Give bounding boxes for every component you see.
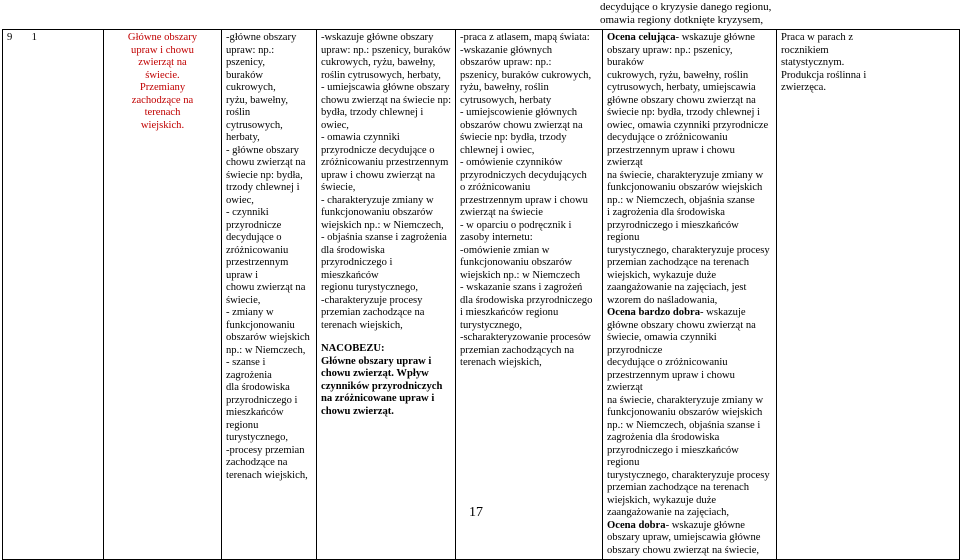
- curriculum-table: [2, 29, 960, 560]
- page-number: 17: [469, 505, 483, 520]
- nacobezu-title: NACOBEZU:: [321, 343, 385, 354]
- grade-label: Ocena celująca: [607, 32, 676, 43]
- nacobezu-text: Główne obszary upraw i chowu zwierząt. Wpływ czynników przyrodniczych na zróżnicowane upraw i chowu zwierząt.: [321, 355, 443, 417]
- lesson-number-cell: [3, 30, 104, 560]
- requirements-cell: [317, 30, 456, 560]
- topic-text: Główne obszary upraw i chowu zwierząt na świecie. Przemiany zachodzące na terenach wiejskich.: [127, 32, 198, 131]
- table-row: [3, 30, 960, 560]
- previous-row-text: decydujące o kryzysie danego regionu, omawia regiony dotknięte kryzysem,: [600, 1, 772, 26]
- grade-text: - wskazuje główne obszary chowu zwierząt na świecie, omawia czynniki przyrodnicze decydujące o zróżnicowaniu przestrzennym upraw i chowu zwierząt na świecie, charakteryzuje zmiany w funkcjonowaniu obszarów wiejskich np.: w Niemczech, objaśnia szanse i zagrożenia dla środowiska przyrodniczego i mieszkańców regionu turystycznego, charakteryzuje procesy przemian zachodzące na terenach wiejskich, wykazuje duże zaangażowanie na zajęciach,: [607, 307, 770, 518]
- topic-cell: [104, 30, 222, 560]
- assessment-cell: [603, 30, 777, 560]
- methods-text: -praca z atlasem, mapą świata: -wskazanie głównych obszarów upraw: np.: pszenicy, buraków cukrowych, ryżu, bawełny, roślin cytrusowych, herbaty - umiejscowienie głównych obszarów chowu zwierząt na świecie np: bydła, trzody chlewnej i owiec, - omówienie czynników przyrodniczych decydujących o zróżnicowaniu przestrzennym upraw i chowu zwierząt na świecie - w oparciu o podręcznik i zasoby internetu: -omówienie zmian w funkcjonowaniu obszarów wiejskich np.: w Niemczech - wskazanie szans i zagrożeń dla środowiska przyrodniczego i mieszkańców regionu turystycznego, -scharakteryzowanie procesów przemian zachodzących na terenach wiejskich,: [460, 32, 593, 368]
- grade-label: Ocena dobra: [607, 519, 666, 531]
- grade-text: - wskazuje główne obszary upraw: np.: pszenicy, buraków cukrowych, ryżu, bawełny, roślin cytrusowych, herbaty, umiejscawia główne obszary chowu zwierząt na świecie np: bydła, trzody chlewnej i owiec, omawia czynniki przyrodnicze decydujące o zróżnicowaniu przestrzennym upraw i chowu zwierząt na świecie, charakteryzuje zmiany w funkcjonowaniu obszarów wiejskich np.: w Niemczech, objaśnia szanse i zagrożenia dla środowiska przyrodniczego i mieszkańców regionu turystycznego, charakteryzuje procesy przemian zachodzące na terenach wiejskich, wykazuje duże zaangażowanie na zajęciach, jest wzorem do naśladowania,: [607, 32, 770, 306]
- hours-count: 1: [31, 32, 37, 43]
- content-text: -główne obszary upraw: np.: pszenicy, buraków cukrowych, ryżu, bawełny, roślin cytrusowych, herbaty, - główne obszary chowu zwierząt na świecie np: bydła, trzody chlewnej i owiec, - czynniki przyrodnicze decydujące o zróżnicowaniu przestrzennym upraw i chowu zwierząt na świecie, - zmiany w funkcjonowaniu obszarów wiejskich np.: w Niemczech, - szanse i zagrożenia dla środowiska przyrodniczego i mieszkańców regionu turystycznego, -procesy przemian zachodzące na terenach wiejskich,: [226, 32, 310, 481]
- grade-label: Ocena bardzo dobra: [607, 307, 700, 318]
- notes-cell: [777, 30, 960, 560]
- methods-cell: [456, 30, 603, 560]
- assessment-bardzo-dobra: [607, 307, 772, 520]
- grade-text: - wskazuje główne obszary upraw, umiejscawia główne obszary chowu zwierząt na świecie,: [607, 519, 761, 556]
- notes-text: Praca w parach z rocznikiem statystycznym. Produkcja roślinna i zwierzęca.: [781, 32, 867, 93]
- assessment-dobra: [607, 520, 772, 558]
- content-cell: [222, 30, 317, 560]
- requirements-text: -wskazuje główne obszary upraw: np.: pszenicy, buraków cukrowych, ryżu, bawełny, roślin cytrusowych, herbaty, - umiejscawia główne obszary chowu zwierząt na świecie np: bydła, trzody chlewnej i owiec, - omawia czynniki przyrodnicze decydujące o zróżnicowaniu przestrzennym upraw i chowu zwierząt na świecie, - charakteryzuje zmiany w funkcjonowaniu obszarów wiejskich np.: w Niemczech, - objaśnia szanse i zagrożenia dla środowiska przyrodniczego i mieszkańców regionu turystycznego, -charakteryzuje procesy przemian zachodzące na terenach wiejskich,: [321, 32, 452, 331]
- assessment-celujaca: [607, 32, 772, 307]
- lesson-number: 9: [7, 32, 13, 43]
